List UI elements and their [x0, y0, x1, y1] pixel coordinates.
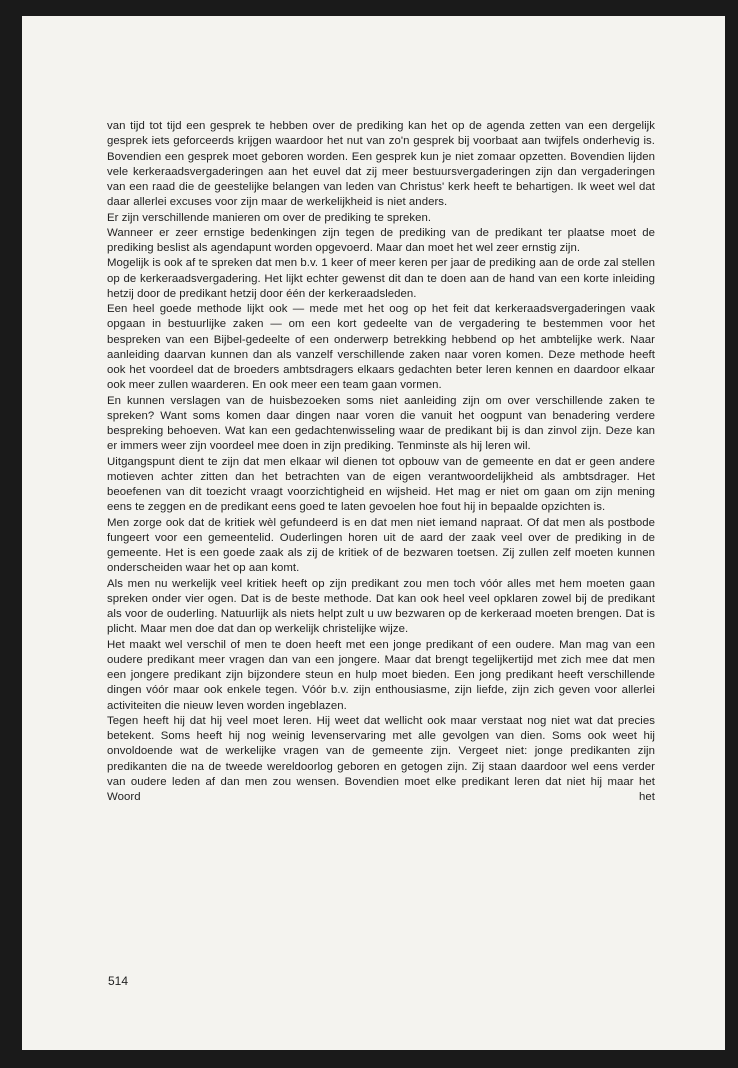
paragraph: Het maakt wel verschil of men te doen heeft met een jonge predikant of een oudere. Man mag van een oudere predikant meer vragen dan van een jongere. Maar dat brengt tegelijkertijd met zich mee dat men een jongere predikant zijn bijzondere steun en hulp moet bieden. Een jong predikant heeft verschillende dingen vóór maar ook enkele tegen. Vóór b.v. zijn enthousiasme, zijn liefde, zijn zich geven voor allerlei activiteiten die nieuw leven worden ingeblazen.	[107, 638, 655, 712]
paragraph: van tijd tot tijd een gesprek te hebben over de prediking kan het op de agenda zetten van een dergelijk gesprek iets geforceerds krijgen waardoor het nut van zo'n gesprek bij voorbaat aan twijfels onderhevig is. Bovendien een gesprek moet geboren worden. Een gesprek kun je niet zomaar opzetten. Bovendien lijden vele kerkeraadsvergaderingen aan het euvel dat zij meer bestuursvergaderingen zijn dan vergaderingen van een raad die de geestelijke belangen van leden van Christus' kerk heeft te behartigen. Ik weet wel dat daar allerlei excuses voor zijn maar de werkelijkheid is niet anders.	[107, 120, 655, 209]
paragraph: Mogelijk is ook af te spreken dat men b.v. 1 keer of meer keren per jaar de prediking aan de orde zal stellen op de kerkeraadsvergadering. Het lijkt echter gewenst dit dan te doen aan de hand van een korte inleiding hetzij door de predikant hetzij door één der kerkeraadsleden.	[107, 257, 655, 300]
paragraph: Er zijn verschillende manieren om over de prediking te spreken.	[107, 211, 432, 224]
book-page	[22, 16, 725, 1050]
paragraph: Een heel goede methode lijkt ook — mede met het oog op het feit dat kerkeraadsvergaderingen vaak opgaan in bestuurlijke zaken — om een kort gedeelte van de vergadering te bestemmen voor het bespreken van een Bijbel-gedeelte of een onderwerp betrekking hebbend op het ambtelijke werk. Naar aanleiding daarvan kunnen dan als vanzelf verschillende zaken naar voren komen. Deze methode heeft ook het voordeel dat de broeders ambtsdragers elkaars gedachten beter leren kennen en daardoor elkaar ook meer zullen waarderen. En ook meer een team gaan vormen.	[107, 303, 655, 392]
paragraph: Tegen heeft hij dat hij veel moet leren. Hij weet dat wellicht ook maar verstaat nog niet wat dat precies betekent. Soms heeft hij nog weinig levenservaring met alle gevolgen van dien. Soms ook weet hij onvoldoende wat de werkelijke vragen van de gemeente zijn. Vergeet niet: jonge predikanten zijn predikanten die na de tweede wereldoorlog geboren en getogen zijn. Zij staan daardoor wel eens verder van oudere leden af dan men zou wensen. Bovendien moet elke predikant leren dat niet hij maar het Woord het	[107, 714, 655, 803]
paragraph: Men zorge ook dat de kritiek wèl gefundeerd is en dat men niet iemand napraat. Of dat men als postbode fungeert voor een gemeentelid. Ouderlingen horen uit de aard der zaak veel over de prediking in de gemeente. Het is een goede zaak als zij de kritiek of de bezwaren toetsen. Zij zullen zelf moeten kunnen onderscheiden waar het op aan komt.	[107, 516, 655, 575]
page-number: 514	[108, 974, 129, 988]
body-text	[107, 119, 655, 805]
paragraph: Uitgangspunt dient te zijn dat men elkaar wil dienen tot opbouw van de gemeente en dat er geen andere motieven achter zitten dan het betrachten van de eigen verantwoordelijkheid als ambtsdrager. Het beoefenen van dit toezicht vraagt voorzichtigheid en wijsheid. Het mag er niet om gaan om zijn mening eens te zeggen en de predikant eens goed te laten gevoelen hoe fout hij in bepaalde opzichten is.	[107, 455, 655, 514]
paragraph: Als men nu werkelijk veel kritiek heeft op zijn predikant zou men toch vóór alles met hem moeten gaan spreken onder vier ogen. Dat is de beste methode. Dat kan ook heel veel opklaren zowel bij de predikant als voor de ouderling. Natuurlijk als niets helpt zult u uw bezwaren op de kerkeraad moeten brengen. Dat is plicht. Maar men doe dat dan op werkelijk christelijke wijze.	[107, 577, 655, 636]
paragraph: Wanneer er zeer ernstige bedenkingen zijn tegen de prediking van de predikant ter plaatse moet de prediking beslist als agendapunt worden opgevoerd. Maar dan moet het wel zeer ernstig zijn.	[107, 226, 655, 254]
paragraph: En kunnen verslagen van de huisbezoeken soms niet aanleiding zijn om over verschillende zaken te spreken? Want soms komen daar dingen naar voren die vanuit het oogpunt van benadering verdere bespreking behoeven. Wat kan een gedachtenwisseling waar de predikant bij is dan zinvol zijn. Deze kan er immers weer zijn voordeel mee doen in zijn prediking. Tenminste als hij leren wil.	[107, 394, 655, 453]
